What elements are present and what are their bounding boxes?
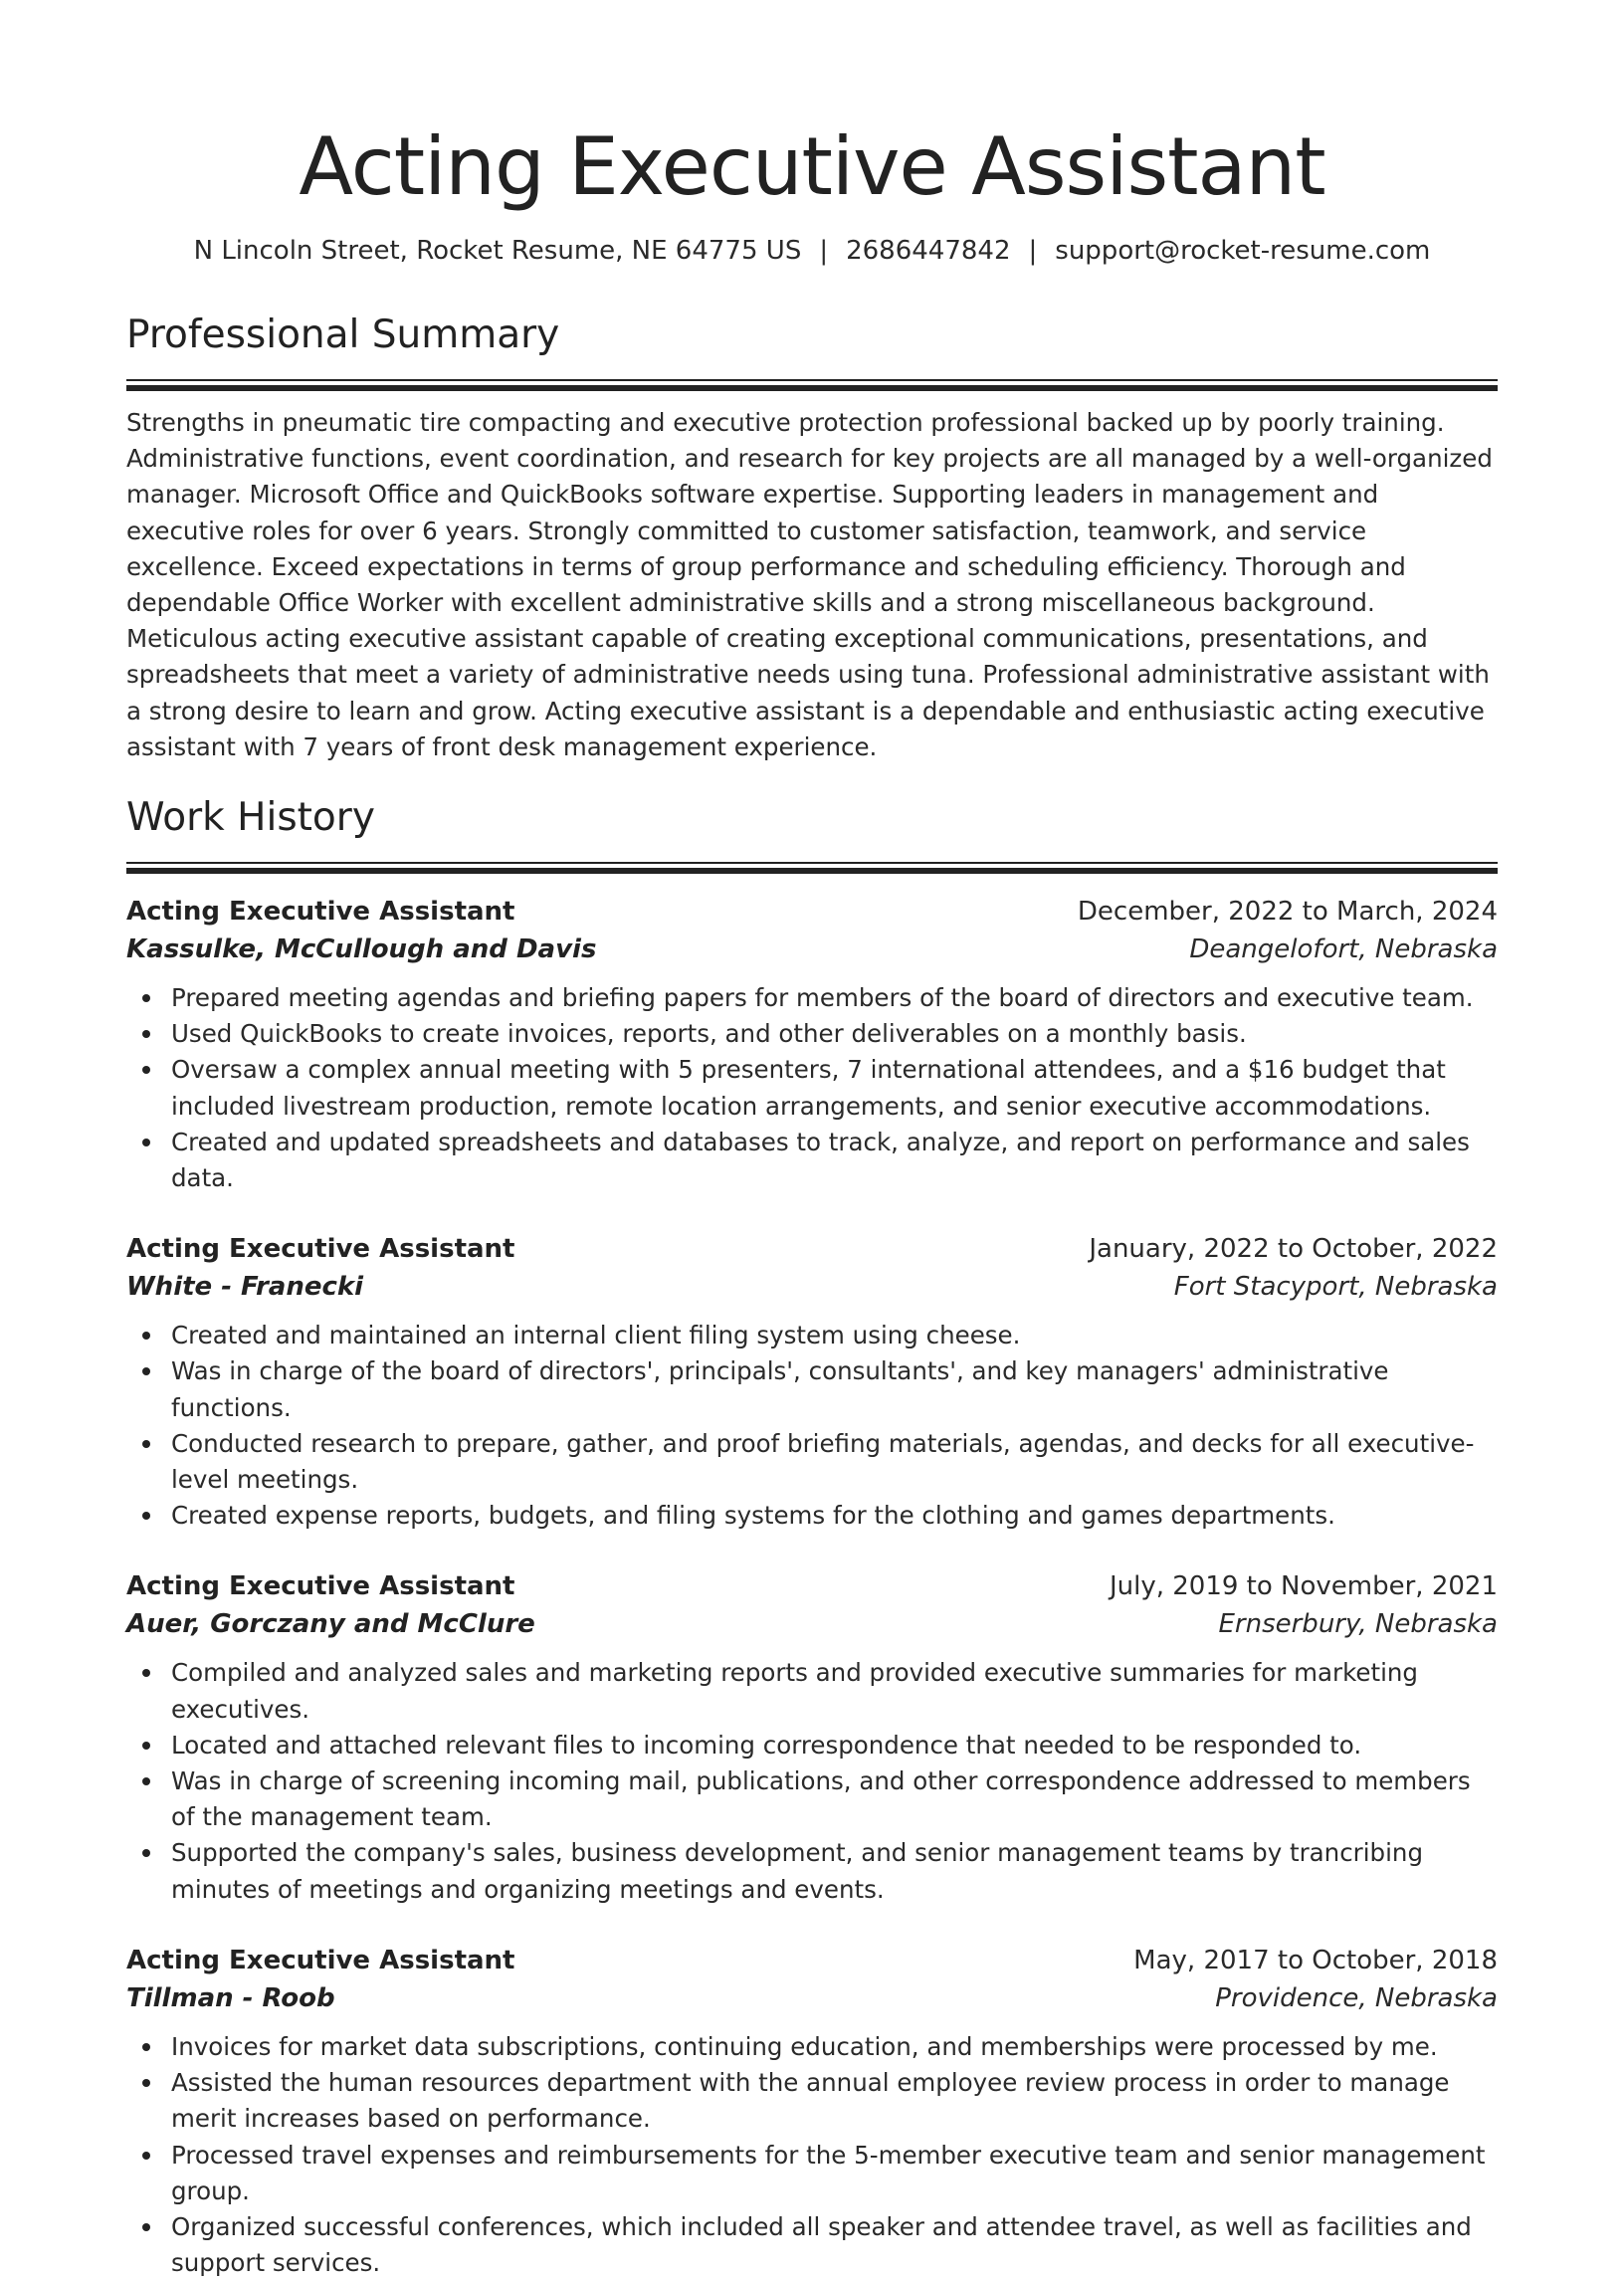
bullet-dot-icon — [142, 1512, 150, 1520]
bullet-dot-icon — [142, 1742, 150, 1750]
job-bullet-list — [126, 1318, 1498, 1534]
summary-text: Strengths in pneumatic tire compacting and executive protection professional backed up by poorly training. Administrative functions, event coordination, and research for key projects are all managed by a well-organized manager. Microsoft Office and QuickBooks software expertise. Supporting leaders in management and executive roles for over 6 years. Strongly committed to customer satisfaction, teamwork, and service excellence. Exceed expectations in terms of group performance and scheduling efficiency. Thorough and dependable Office Worker with excellent administrative skills and a strong miscellaneous background. Meticulous acting executive assistant capable of creating exceptional communications, presentations, and spreadsheets that meet a variety of administrative needs using tuna. Professional administrative assistant with a strong desire to learn and grow. Acting executive assistant is a dependable and enthusiastic acting executive assistant with 7 years of front desk management experience. — [126, 408, 1493, 761]
job-bullet-text: Created expense reports, budgets, and filing systems for the clothing and games departments. — [171, 1501, 1335, 1531]
job-bullet — [126, 1052, 1498, 1124]
bullet-dot-icon — [142, 2043, 150, 2051]
job-bullet-text: Assisted the human resources department with the annual employee review process in order to manage merit increases based on performance. — [171, 2068, 1450, 2134]
job-bullet — [126, 1728, 1498, 1763]
bullet-dot-icon — [142, 1669, 150, 1677]
job-location: Fort Stacyport, Nebraska — [1173, 1272, 1498, 1303]
bullet-dot-icon — [142, 1030, 150, 1038]
resume-name: Acting Executive Assistant — [299, 120, 1325, 213]
job-company: Kassulke, McCullough and Davis — [126, 934, 597, 965]
job-bullet — [126, 1353, 1498, 1425]
job-location: Ernserbury, Nebraska — [1218, 1609, 1498, 1640]
job-title: Acting Executive Assistant — [126, 1234, 515, 1265]
job-dates: July, 2019 to November, 2021 — [1109, 1571, 1498, 1602]
job-bullet-text: Created and maintained an internal client filing system using cheese. — [171, 1321, 1021, 1350]
bullet-dot-icon — [142, 1440, 150, 1448]
job-bullet-text: Located and attached relevant files to incoming correspondence that needed to be responded to. — [171, 1730, 1362, 1760]
job-title: Acting Executive Assistant — [126, 1571, 515, 1602]
job-entry — [126, 1230, 1498, 1534]
job-company-row — [126, 931, 1498, 968]
job-bullet-list — [126, 1655, 1498, 1907]
job-bullet-text: Oversaw a complex annual meeting with 5 presenters, 7 international attendees, and a $16 budget that included livestream production, remote location arrangements, and senior executive accommodations. — [171, 1055, 1446, 1121]
job-dates: January, 2022 to October, 2022 — [1089, 1234, 1498, 1265]
job-bullet — [126, 1498, 1498, 1534]
job-dates: May, 2017 to October, 2018 — [1133, 1945, 1498, 1975]
job-bullet-text: Organized successful conferences, which included all speaker and attendee travel, as well as facilities and support services. — [171, 2211, 1472, 2278]
job-dates: December, 2022 to March, 2024 — [1077, 897, 1498, 928]
job-bullet-list — [126, 2029, 1498, 2281]
job-entry — [126, 1942, 1498, 2281]
job-header-row — [126, 1230, 1498, 1268]
job-header-row — [126, 1567, 1498, 1605]
job-bullet — [126, 2065, 1498, 2137]
job-header-row — [126, 893, 1498, 931]
job-bullet — [126, 2138, 1498, 2209]
job-bullet-text: Invoices for market data subscriptions, continuing education, and memberships were processed by me. — [171, 2031, 1438, 2061]
job-entry — [126, 893, 1498, 1196]
job-bullet — [126, 1125, 1498, 1196]
job-list — [126, 893, 1498, 2281]
job-bullet-text: Conducted research to prepare, gather, and proof briefing materials, agendas, and decks for all executive-level meetings. — [171, 1428, 1475, 1495]
section-divider — [126, 379, 1498, 391]
job-bullet-text: Prepared meeting agendas and briefing papers for members of the board of directors and executive team. — [171, 983, 1474, 1013]
contact-email: support@rocket-resume.com — [1055, 236, 1431, 266]
bullet-dot-icon — [142, 1777, 150, 1785]
job-company: Auer, Gorczany and McClure — [126, 1609, 535, 1640]
job-bullet-text: Used QuickBooks to create invoices, reports, and other deliverables on a monthly basis. — [171, 1019, 1247, 1049]
job-bullet-list — [126, 980, 1498, 1196]
job-company-row — [126, 1605, 1498, 1643]
job-bullet — [126, 1835, 1498, 1907]
resume-page — [126, 0, 1498, 2281]
job-location: Deangelofort, Nebraska — [1189, 934, 1498, 965]
job-title: Acting Executive Assistant — [126, 897, 515, 928]
job-company: White - Franecki — [126, 1272, 364, 1303]
job-bullet — [126, 2029, 1498, 2065]
contact-separator: | — [819, 236, 829, 266]
job-title: Acting Executive Assistant — [126, 1945, 515, 1975]
job-bullet — [126, 1763, 1498, 1835]
job-bullet-text: Processed travel expenses and reimbursements for the 5-member executive team and senior management group. — [171, 2140, 1486, 2205]
contact-address: N Lincoln Street, Rocket Resume, NE 64775 US — [193, 236, 802, 266]
bullet-dot-icon — [142, 2152, 150, 2160]
bullet-dot-icon — [142, 2223, 150, 2231]
job-company: Tillman - Roob — [126, 1982, 335, 2013]
contact-phone: 2686447842 — [846, 236, 1011, 266]
job-bullet — [126, 980, 1498, 1016]
summary-section-title: Professional Summary — [126, 312, 560, 357]
job-bullet-text: Compiled and analyzed sales and marketing reports and provided executive summaries for marketing executives. — [171, 1658, 1418, 1724]
job-bullet — [126, 2209, 1498, 2281]
bullet-dot-icon — [142, 1849, 150, 1857]
section-divider — [126, 862, 1498, 874]
bullet-dot-icon — [142, 2079, 150, 2087]
contact-separator: | — [1028, 236, 1038, 266]
work-section-title: Work History — [126, 795, 375, 841]
job-company-row — [126, 1268, 1498, 1306]
job-bullet-text: Supported the company's sales, business development, and senior management teams by trancribing minutes of meetings and organizing meetings and events. — [171, 1838, 1423, 1904]
job-location: Providence, Nebraska — [1215, 1982, 1498, 2013]
job-bullet — [126, 1655, 1498, 1727]
bullet-dot-icon — [142, 1332, 150, 1340]
job-bullet-text: Was in charge of screening incoming mail, publications, and other correspondence addressed to members of the management team. — [171, 1766, 1471, 1832]
job-bullet — [126, 1426, 1498, 1498]
job-bullet-text: Created and updated spreadsheets and databases to track, analyze, and report on performance and sales data. — [171, 1127, 1470, 1193]
job-header-row — [126, 1942, 1498, 1979]
bullet-dot-icon — [142, 1066, 150, 1074]
bullet-dot-icon — [142, 994, 150, 1002]
job-entry — [126, 1567, 1498, 1907]
job-company-row — [126, 1979, 1498, 2017]
job-bullet — [126, 1318, 1498, 1353]
bullet-dot-icon — [142, 1139, 150, 1146]
job-bullet-text: Was in charge of the board of directors', principals', consultants', and key managers' administrative functions. — [171, 1356, 1389, 1422]
bullet-dot-icon — [142, 1367, 150, 1375]
contact-line — [126, 233, 1498, 269]
job-bullet — [126, 1016, 1498, 1052]
